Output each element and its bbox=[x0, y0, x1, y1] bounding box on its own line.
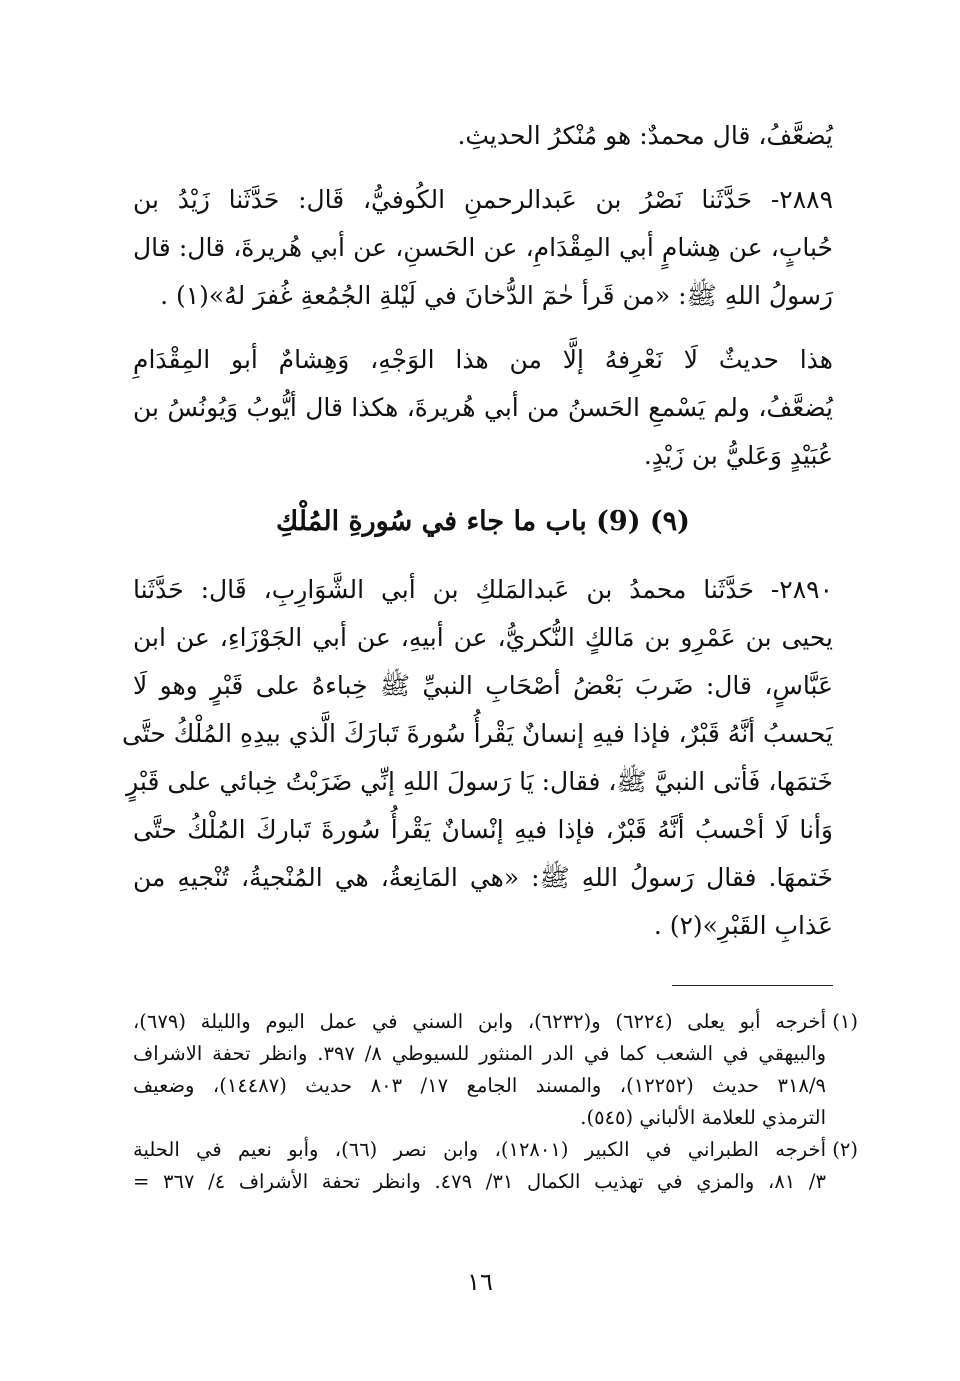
footnote-body bbox=[133, 1134, 826, 1198]
text-line: يحيى بن عَمْرِو بن مَالكٍ النُّكريُّ، عن أبيهِ، عن أبي الجَوْزَاءِ، عن ابن bbox=[133, 623, 833, 652]
text-line: ٢٨٨٩- حَدَّثَنا نَصْرُ بن عَبدالرحمنِ الكُوفيُّ، قَال: حَدَّثَنا زَيْدُ بن bbox=[133, 185, 833, 214]
footnotes bbox=[133, 1006, 858, 1198]
text-line: يُضعَّفُ، قال محمدٌ: هو مُنْكرُ الحديثِ. bbox=[457, 121, 833, 150]
footnote-line: ٣١٨/٩ حديث (١٢٢٥٢)، والمسند الجامع ١٧/ ٨٠٣ حديث (١٤٤٨٧)، وضعيف bbox=[133, 1074, 826, 1097]
footnote-number: (٢) bbox=[832, 1138, 858, 1161]
text-line: عُبَيْدٍ وَعَليُّ بن زَيْدٍ. bbox=[643, 441, 833, 470]
text-line: خَتمهَا. فقال رَسولُ اللهِ ﷺ: «هي المَانِعةُ، هي المُنْجيةُ، تُنْجيهِ من bbox=[133, 863, 833, 892]
footnote-body bbox=[133, 1006, 826, 1134]
text-line: حُبابٍ، عن هِشامٍ أبي المِقْدَامِ، عن الحَسنِ، عن أبي هُريرةَ، قال: قال bbox=[133, 233, 833, 262]
hadith-2890 bbox=[121, 566, 833, 950]
text-line: هذا حديثٌ لَا نَعْرِفهُ إلَّا من هذا الوَجْهِ، وَهِشامٌ أبو المِقْدَامِ bbox=[133, 345, 833, 374]
hadith-2889-commentary bbox=[133, 336, 833, 480]
text-line: ٢٨٩٠- حَدَّثَنا محمدُ بن عَبدالمَلكِ بن أبي الشَّوَارِبِ، قَال: حَدَّثَنا bbox=[133, 575, 833, 604]
paragraph-continuation bbox=[133, 112, 833, 160]
text-line: وَأنا لَا أحْسبُ أنَّهُ قَبْرٌ، فإذا فيهِ إنْسانٌ يَقْرأُ سُورةَ تَباركَ المُلْكُ حتَّى bbox=[133, 815, 833, 844]
text-line: عَذابِ القَبْرِ»(٢) . bbox=[653, 911, 833, 940]
text-line: رَسولُ اللهِ ﷺ: «من قَرأ حٰمٓ الدُّخانَ في لَيْلةِ الجُمُعةِ غُفرَ لهُ»(١) . bbox=[160, 281, 833, 310]
text-line: خَتمَها، فَأتى النبيَّ ﷺ، فقال: يَا رَسولَ اللهِ إنِّي ضَرَبْتُ خِبائي على قَبْرٍ bbox=[126, 767, 833, 796]
page-number: ١٦ bbox=[467, 1268, 493, 1296]
footnote-line: أخرجه أبو يعلى (٦٢٢٤) و(٦٢٣٢)، وابن السني في عمل اليوم والليلة (٦٧٩)، bbox=[133, 1010, 826, 1033]
text-line: يَحسبُ أنَّهُ قَبْرٌ، فإذا فيهِ إنسانٌ يَقْرأُ سُورةَ تَبارَكَ الَّذي بيدِهِ المُلْكُ حتَّى bbox=[121, 719, 833, 748]
footnote-line: ٣/ ٨١، والمزي في تهذيب الكمال ٣١/ ٤٧٩. وانظر تحفة الأشراف ٤/ ٣٦٧ = bbox=[133, 1170, 826, 1193]
footnote-separator bbox=[672, 985, 833, 986]
text-line: يُضعَّفُ، ولم يَسْمعِ الحَسنُ من أبي هُريرةَ، هكذا قال أيُّوبُ وَيُونُسُ بن bbox=[133, 393, 833, 422]
chapter-heading: (٩) (9) باب ما جاء في سُورةِ المُلْكِ bbox=[276, 506, 690, 537]
footnote-line: والبيهقي في الشعب كما في الدر المنثور للسيوطي ٨/ ٣٩٧. وانظر تحفة الاشراف bbox=[133, 1042, 826, 1065]
footnote-1 bbox=[133, 1006, 858, 1134]
text-line: عَبَّاسٍ، قال: ضَربَ بَعْضُ أصْحَابِ النبيِّ ﷺ خِباءهُ على قَبْرٍ وهو لَا bbox=[133, 671, 833, 700]
hadith-2889 bbox=[133, 176, 833, 320]
footnote-line: الترمذي للعلامة الألباني (٥٤٥). bbox=[580, 1106, 826, 1129]
footnote-line: أخرجه الطبراني في الكبير (١٢٨٠١)، وابن نصر (٦٦)، وأبو نعيم في الحلية bbox=[133, 1138, 826, 1161]
footnote-number: (١) bbox=[832, 1010, 858, 1033]
footnote-2 bbox=[133, 1134, 858, 1198]
